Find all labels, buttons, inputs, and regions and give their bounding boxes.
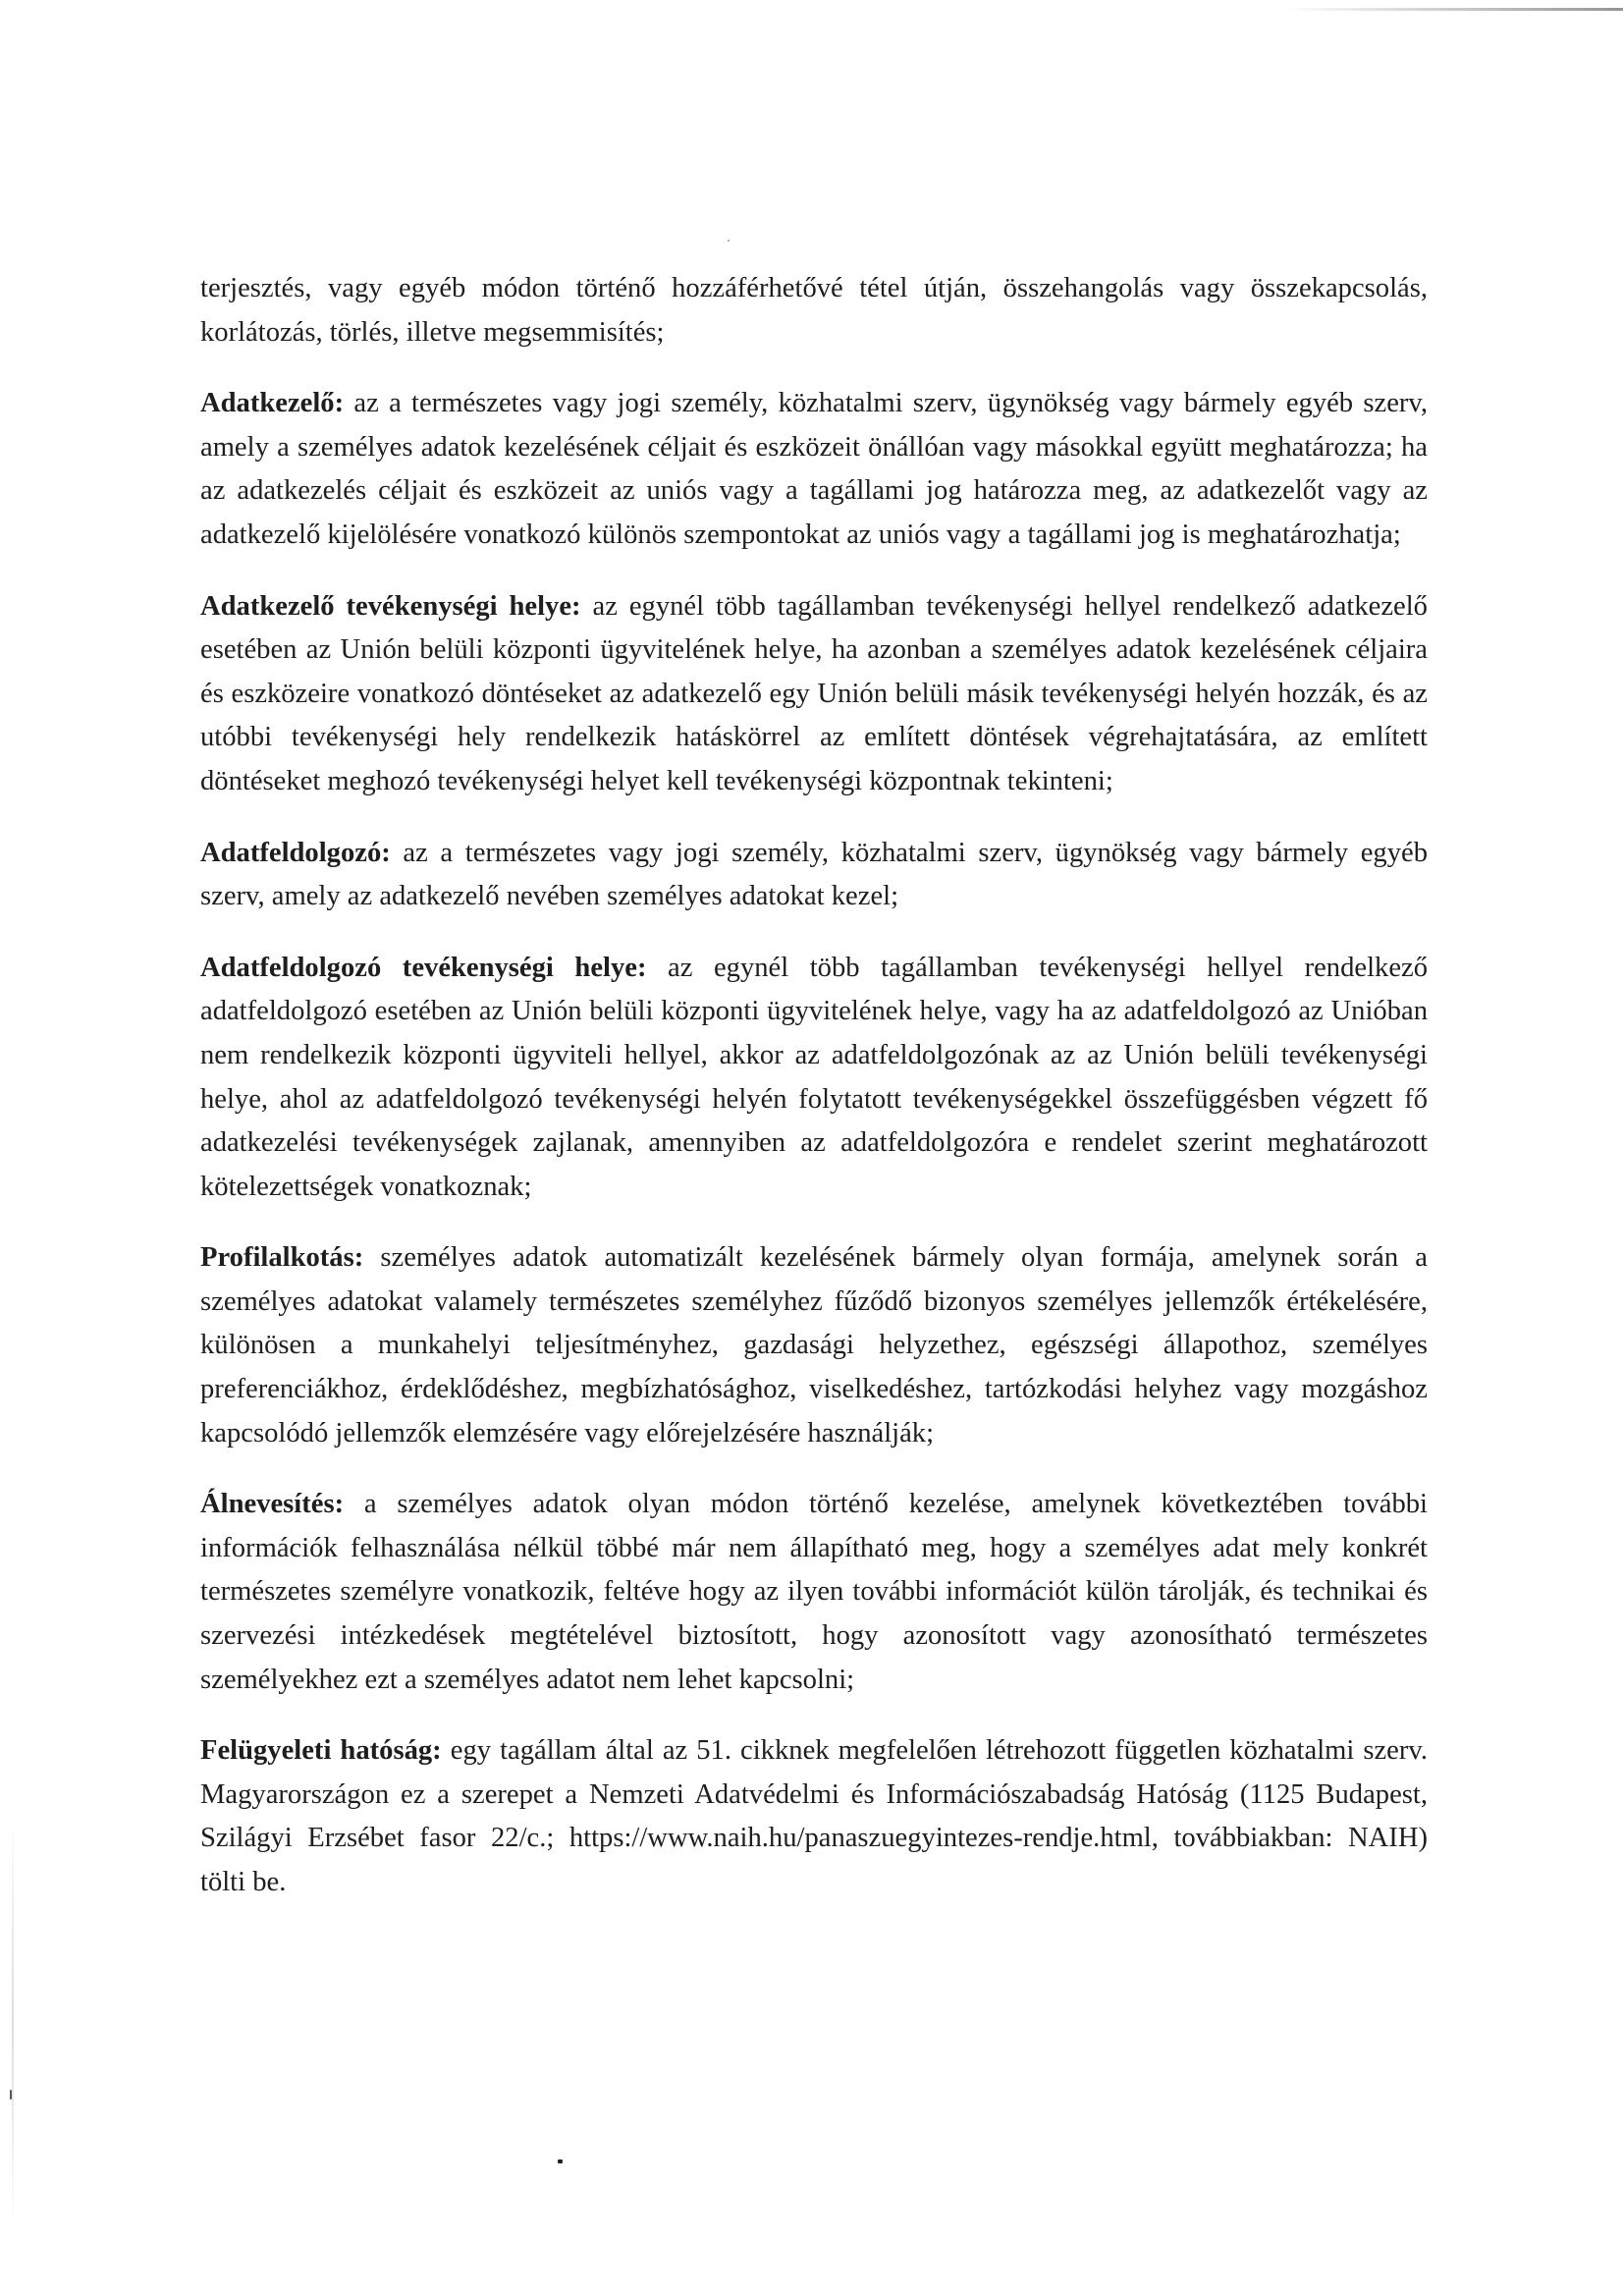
definition-felugyeleti-hatosag xyxy=(200,1729,1428,1904)
document-body xyxy=(200,267,1428,1933)
definition-text: a személyes adatok olyan módon történő kezelése, amelynek következtében további információk felhasználása nélkül többé már nem állapítható meg, hogy a személyes adat mely konkrét természetes személyre vonatkozik, feltéve hogy az ilyen további információt külön tárolják, és technikai és szervezési intézkedések megtételével biztosított, hogy azonosított vagy azonosítható természetes személyekhez ezt a személyes adatot nem lehet kapcsolni; xyxy=(200,1489,1428,1695)
scan-speck xyxy=(728,240,730,242)
definition-alnevesites xyxy=(200,1483,1428,1702)
term-label: Adatfeldolgozó: xyxy=(200,837,391,868)
paragraph-continuation xyxy=(200,267,1428,355)
definition-text: az egynél több tagállamban tevékenységi hellyel rendelkező adatkezelő esetében az Unión belüli központi ügyvitelének helye, ha azonban a személyes adatok kezelésének céljaira és eszközeire vonatkozó döntéseket az adatkezelő egy Unión belüli másik tevékenységi helyén hozzák, és az utóbbi tevékenységi hely rendelkezik hatáskörrel az említett döntések végrehajtatására, az említett döntéseket meghozó tevékenységi helyet kell tevékenységi központnak tekinteni; xyxy=(200,590,1428,796)
definition-text: az egynél több tagállamban tevékenységi hellyel rendelkező adatfeldolgozó esetében az Unión belüli központi ügyvitelének helye, vagy ha az adatfeldolgozó az Unióban nem rendelkezik központi ügyviteli hellyel, akkor az adatfeldolgozónak az az Unión belüli tevékenységi helye, ahol az adatfeldolgozó tevékenységi helyén folytatott tevékenységekkel összefüggésben végzett fő adatkezelési tevékenységek zajlanak, amennyiben az adatfeldolgozóra e rendelet szerint meghatározott kötelezettségek vonatkoznak; xyxy=(200,952,1428,1202)
definition-adatfeldolgozo-tevekenysegi-helye xyxy=(200,947,1428,1210)
definition-profilalkotas xyxy=(200,1236,1428,1455)
definition-text: egy tagállam által az 51. cikknek megfelelően létrehozott független közhatalmi szerv. Magyarországon ez a szerepet a Nemzeti Adatvédelmi és Információszabadság Hatóság (1125 Budapest, Szilágyi Erzsébet fasor 22/c.; https://www.naih.hu/panaszuegyintezes-rendje.html, továbbiakban: NAIH) tölti be. xyxy=(200,1735,1428,1897)
paragraph-text: terjesztés, vagy egyéb módon történő hozzáférhetővé tétel útján, összehangolás vagy összekapcsolás, korlátozás, törlés, illetve megsemmisítés; xyxy=(200,273,1428,348)
term-label: Adatkezelő tevékenységi helye: xyxy=(200,590,581,622)
definition-text: az a természetes vagy jogi személy, közhatalmi szerv, ügynökség vagy bármely egyéb szerv, amely az adatkezelő nevében személyes adatokat kezel; xyxy=(200,837,1428,912)
definition-adatkezelo xyxy=(200,382,1428,557)
definition-text: az a természetes vagy jogi személy, közhatalmi szerv, ügynökség vagy bármely egyéb szerv, amely a személyes adatok kezelésének céljait és eszközeit önállóan vagy másokkal együtt meghatározza; ha az adatkezelés céljait és eszközeit az uniós vagy a tagállami jog határozza meg, az adatkezelőt vagy az adatkezelő kijelölésére vonatkozó különös szempontokat az uniós vagy a tagállami jog is meghatározhatja; xyxy=(200,388,1428,550)
term-label: Adatkezelő: xyxy=(200,388,345,419)
scan-edge-shadow xyxy=(12,1817,14,2229)
scan-edge-line xyxy=(1286,8,1623,11)
definition-adatkezelo-tevekenysegi-helye xyxy=(200,585,1428,804)
definition-text: személyes adatok automatizált kezelésének bármely olyan formája, amelynek során a személyes adatokat valamely természetes személyhez fűződő bizonyos személyes jellemzők értékelésére, különösen a munkahelyi teljesítményhez, gazdasági helyzethez, egészségi állapothoz, személyes preferenciákhoz, érdeklődéshez, megbízhatósághoz, viselkedéshez, tartózkodási helyhez vagy mozgáshoz kapcsolódó jellemzők elemzésére vagy előrejelzésére használják; xyxy=(200,1242,1428,1449)
scan-speck xyxy=(10,2090,12,2100)
term-label: Álnevesítés: xyxy=(200,1489,345,1520)
definition-adatfeldolgozo xyxy=(200,832,1428,919)
term-label: Felügyeleti hatóság: xyxy=(200,1735,442,1767)
term-label: Profilalkotás: xyxy=(200,1242,364,1274)
term-label: Adatfeldolgozó tevékenységi helye: xyxy=(200,952,647,983)
scan-speck xyxy=(558,2159,563,2163)
